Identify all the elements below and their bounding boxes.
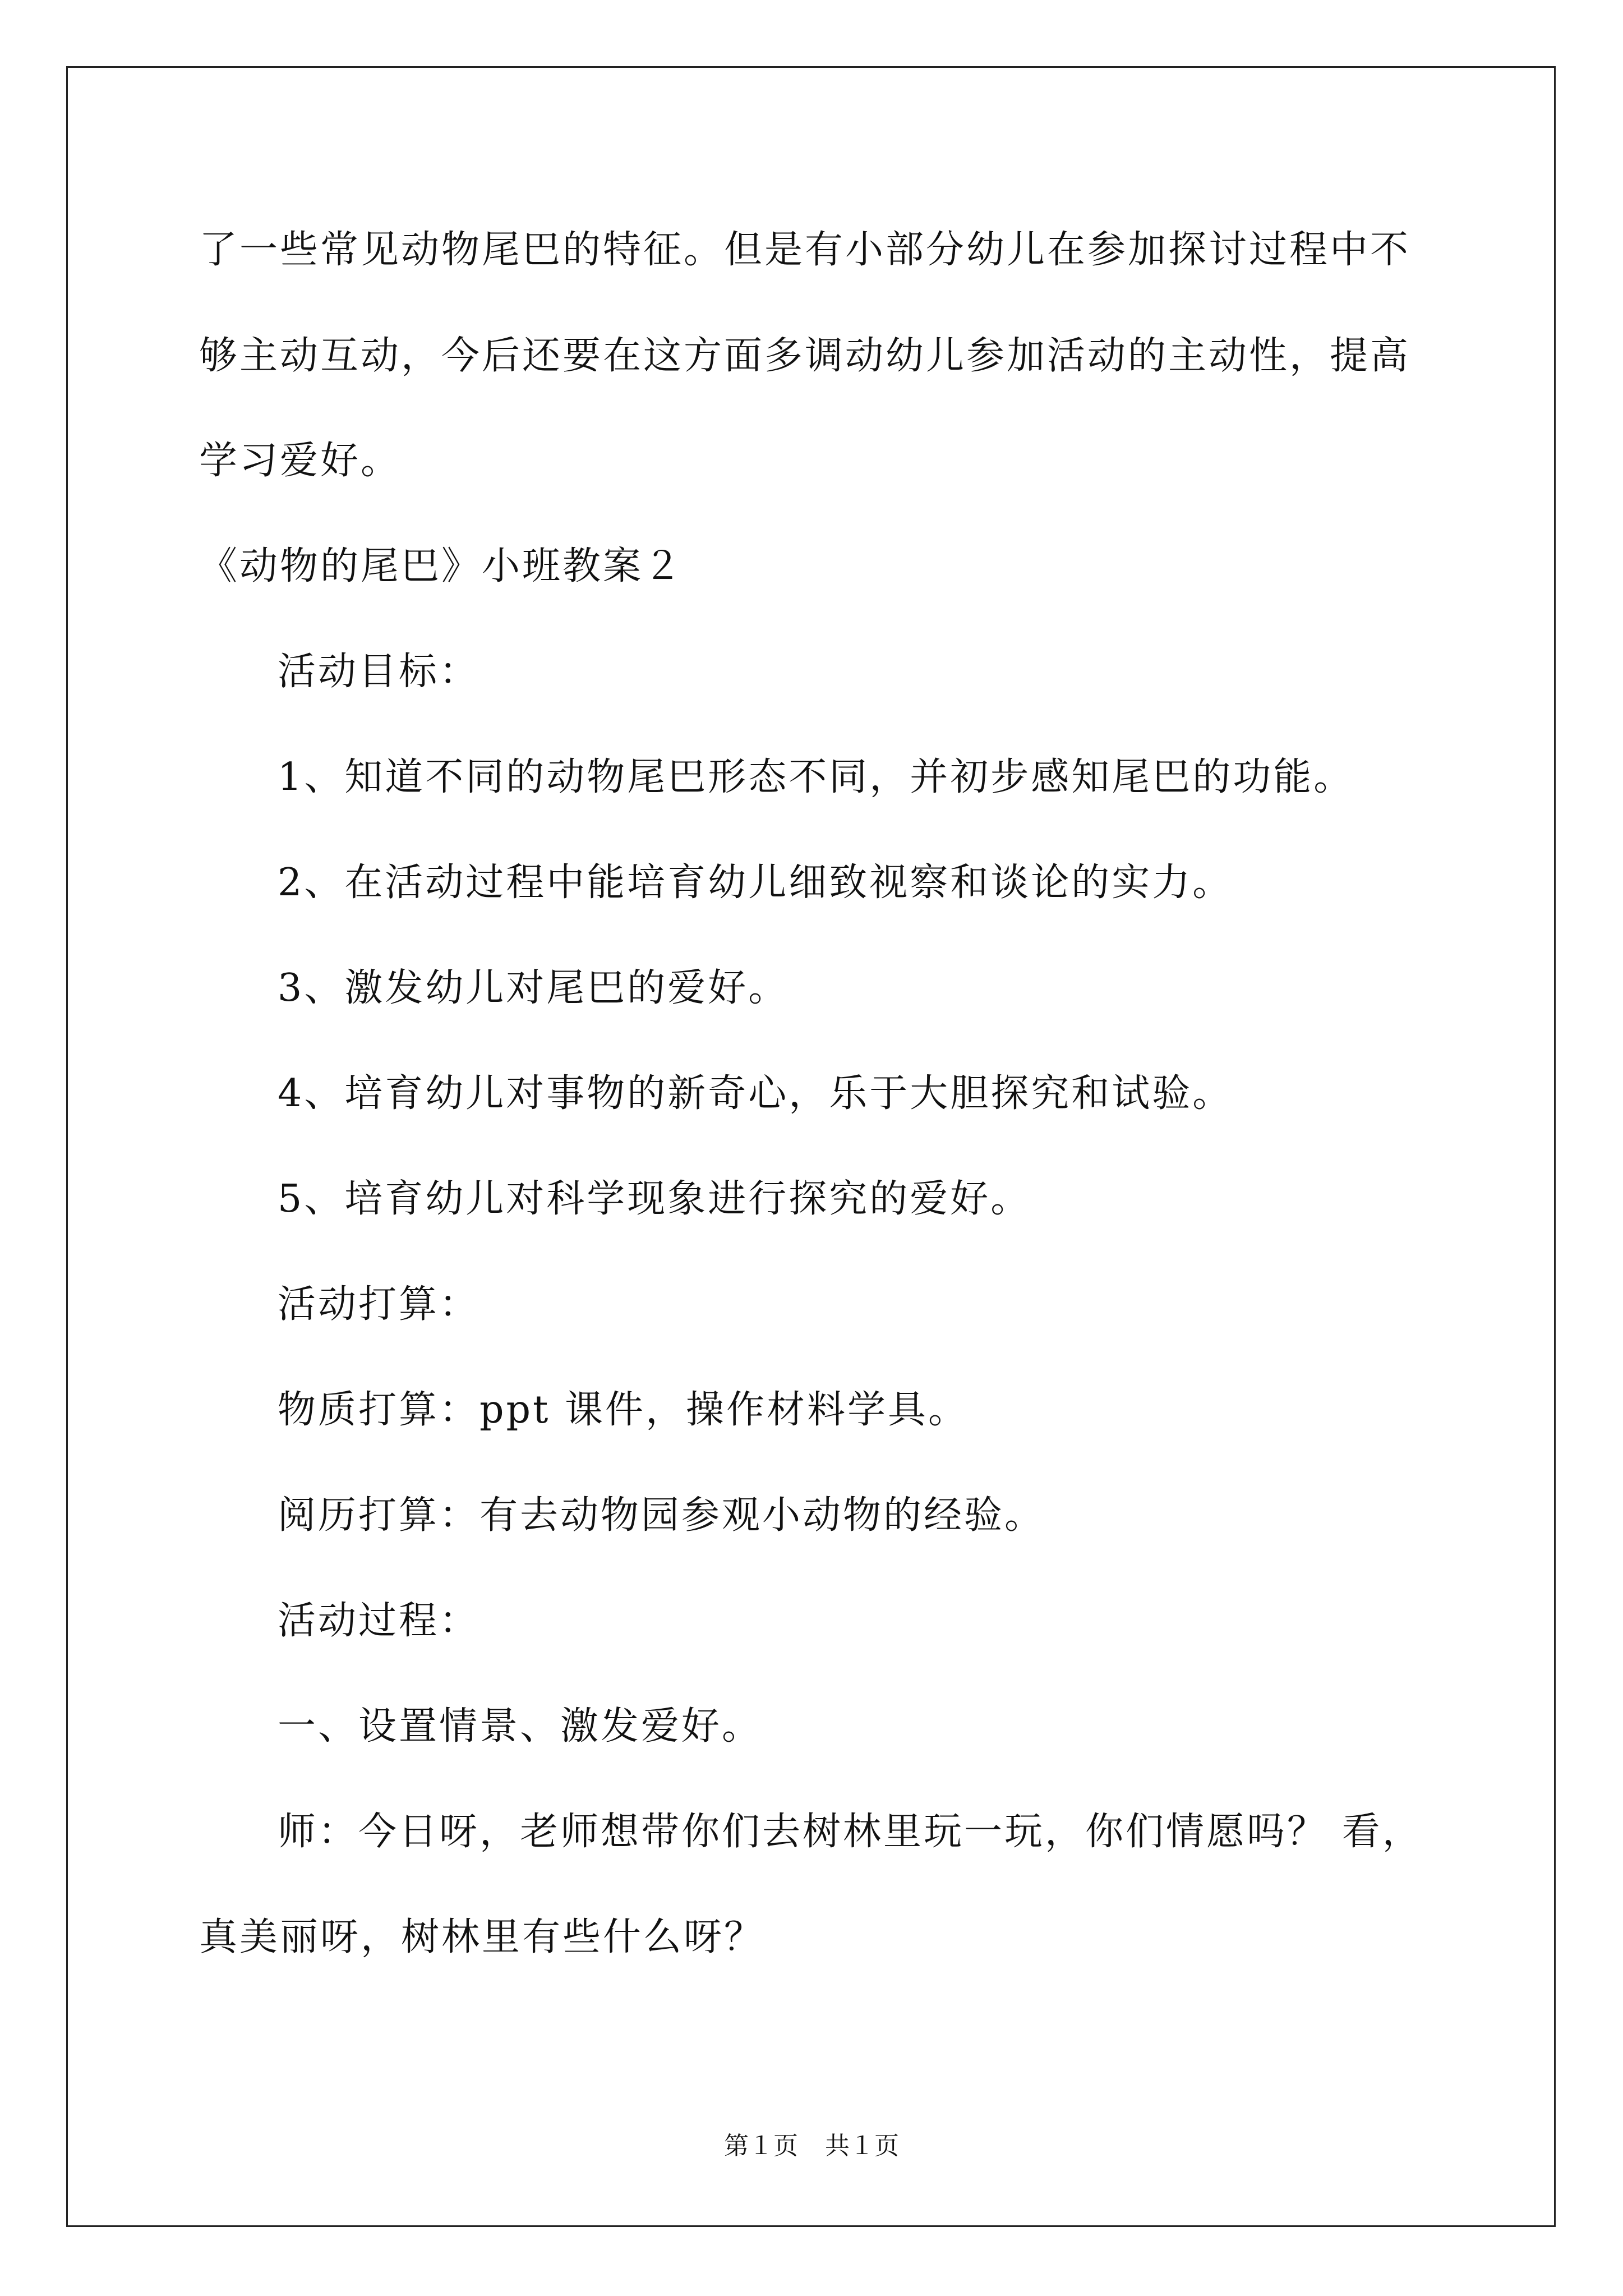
page-number: 第１页: [724, 2132, 798, 2160]
paragraph-line: 了一些常见动物尾巴的特征。但是有小部分幼儿在参加探讨过程中不: [199, 228, 1411, 272]
paragraph-line: 学习爱好。: [199, 439, 402, 483]
process-step: 一、设置情景、激发爱好。: [278, 1704, 763, 1749]
heading-activity-process: 活动过程：: [278, 1599, 480, 1643]
heading-activity-goals: 活动目标：: [278, 650, 480, 694]
paragraph-line: 真美丽呀，树林里有些什么呀？: [199, 1915, 765, 1959]
section-title: 《动物的尾巴》小班教案２: [199, 544, 684, 588]
goal-item: 5、培育幼儿对科学现象进行探究的爱好。: [278, 1177, 1031, 1221]
page-border: [66, 66, 1556, 2227]
goal-item: 4、培育幼儿对事物的新奇心，乐于大胆探究和试验。: [278, 1071, 1233, 1116]
heading-activity-preparation: 活动打算：: [278, 1282, 480, 1327]
goal-item: 3、激发幼儿对尾巴的爱好。: [278, 966, 789, 1010]
paragraph-line: 师：今日呀，老师想带你们去树林里玩一玩，你们情愿吗？ 看，: [278, 1810, 1423, 1854]
paragraph-line: 够主动互动，今后还要在这方面多调动幼儿参加活动的主动性，提高: [199, 334, 1411, 378]
preparation-item: 阅历打算：有去动物园参观小动物的经验。: [278, 1493, 1045, 1538]
page-total: 共１页: [825, 2132, 899, 2160]
goal-item: 2、在活动过程中能培育幼儿细致视察和谈论的实力。: [278, 861, 1233, 905]
preparation-item: 物质打算：ppt 课件，操作材料学具。: [278, 1388, 969, 1432]
page-footer: [0, 2129, 1623, 2163]
goal-item: 1、知道不同的动物尾巴形态不同，并初步感知尾巴的功能。: [278, 755, 1354, 799]
